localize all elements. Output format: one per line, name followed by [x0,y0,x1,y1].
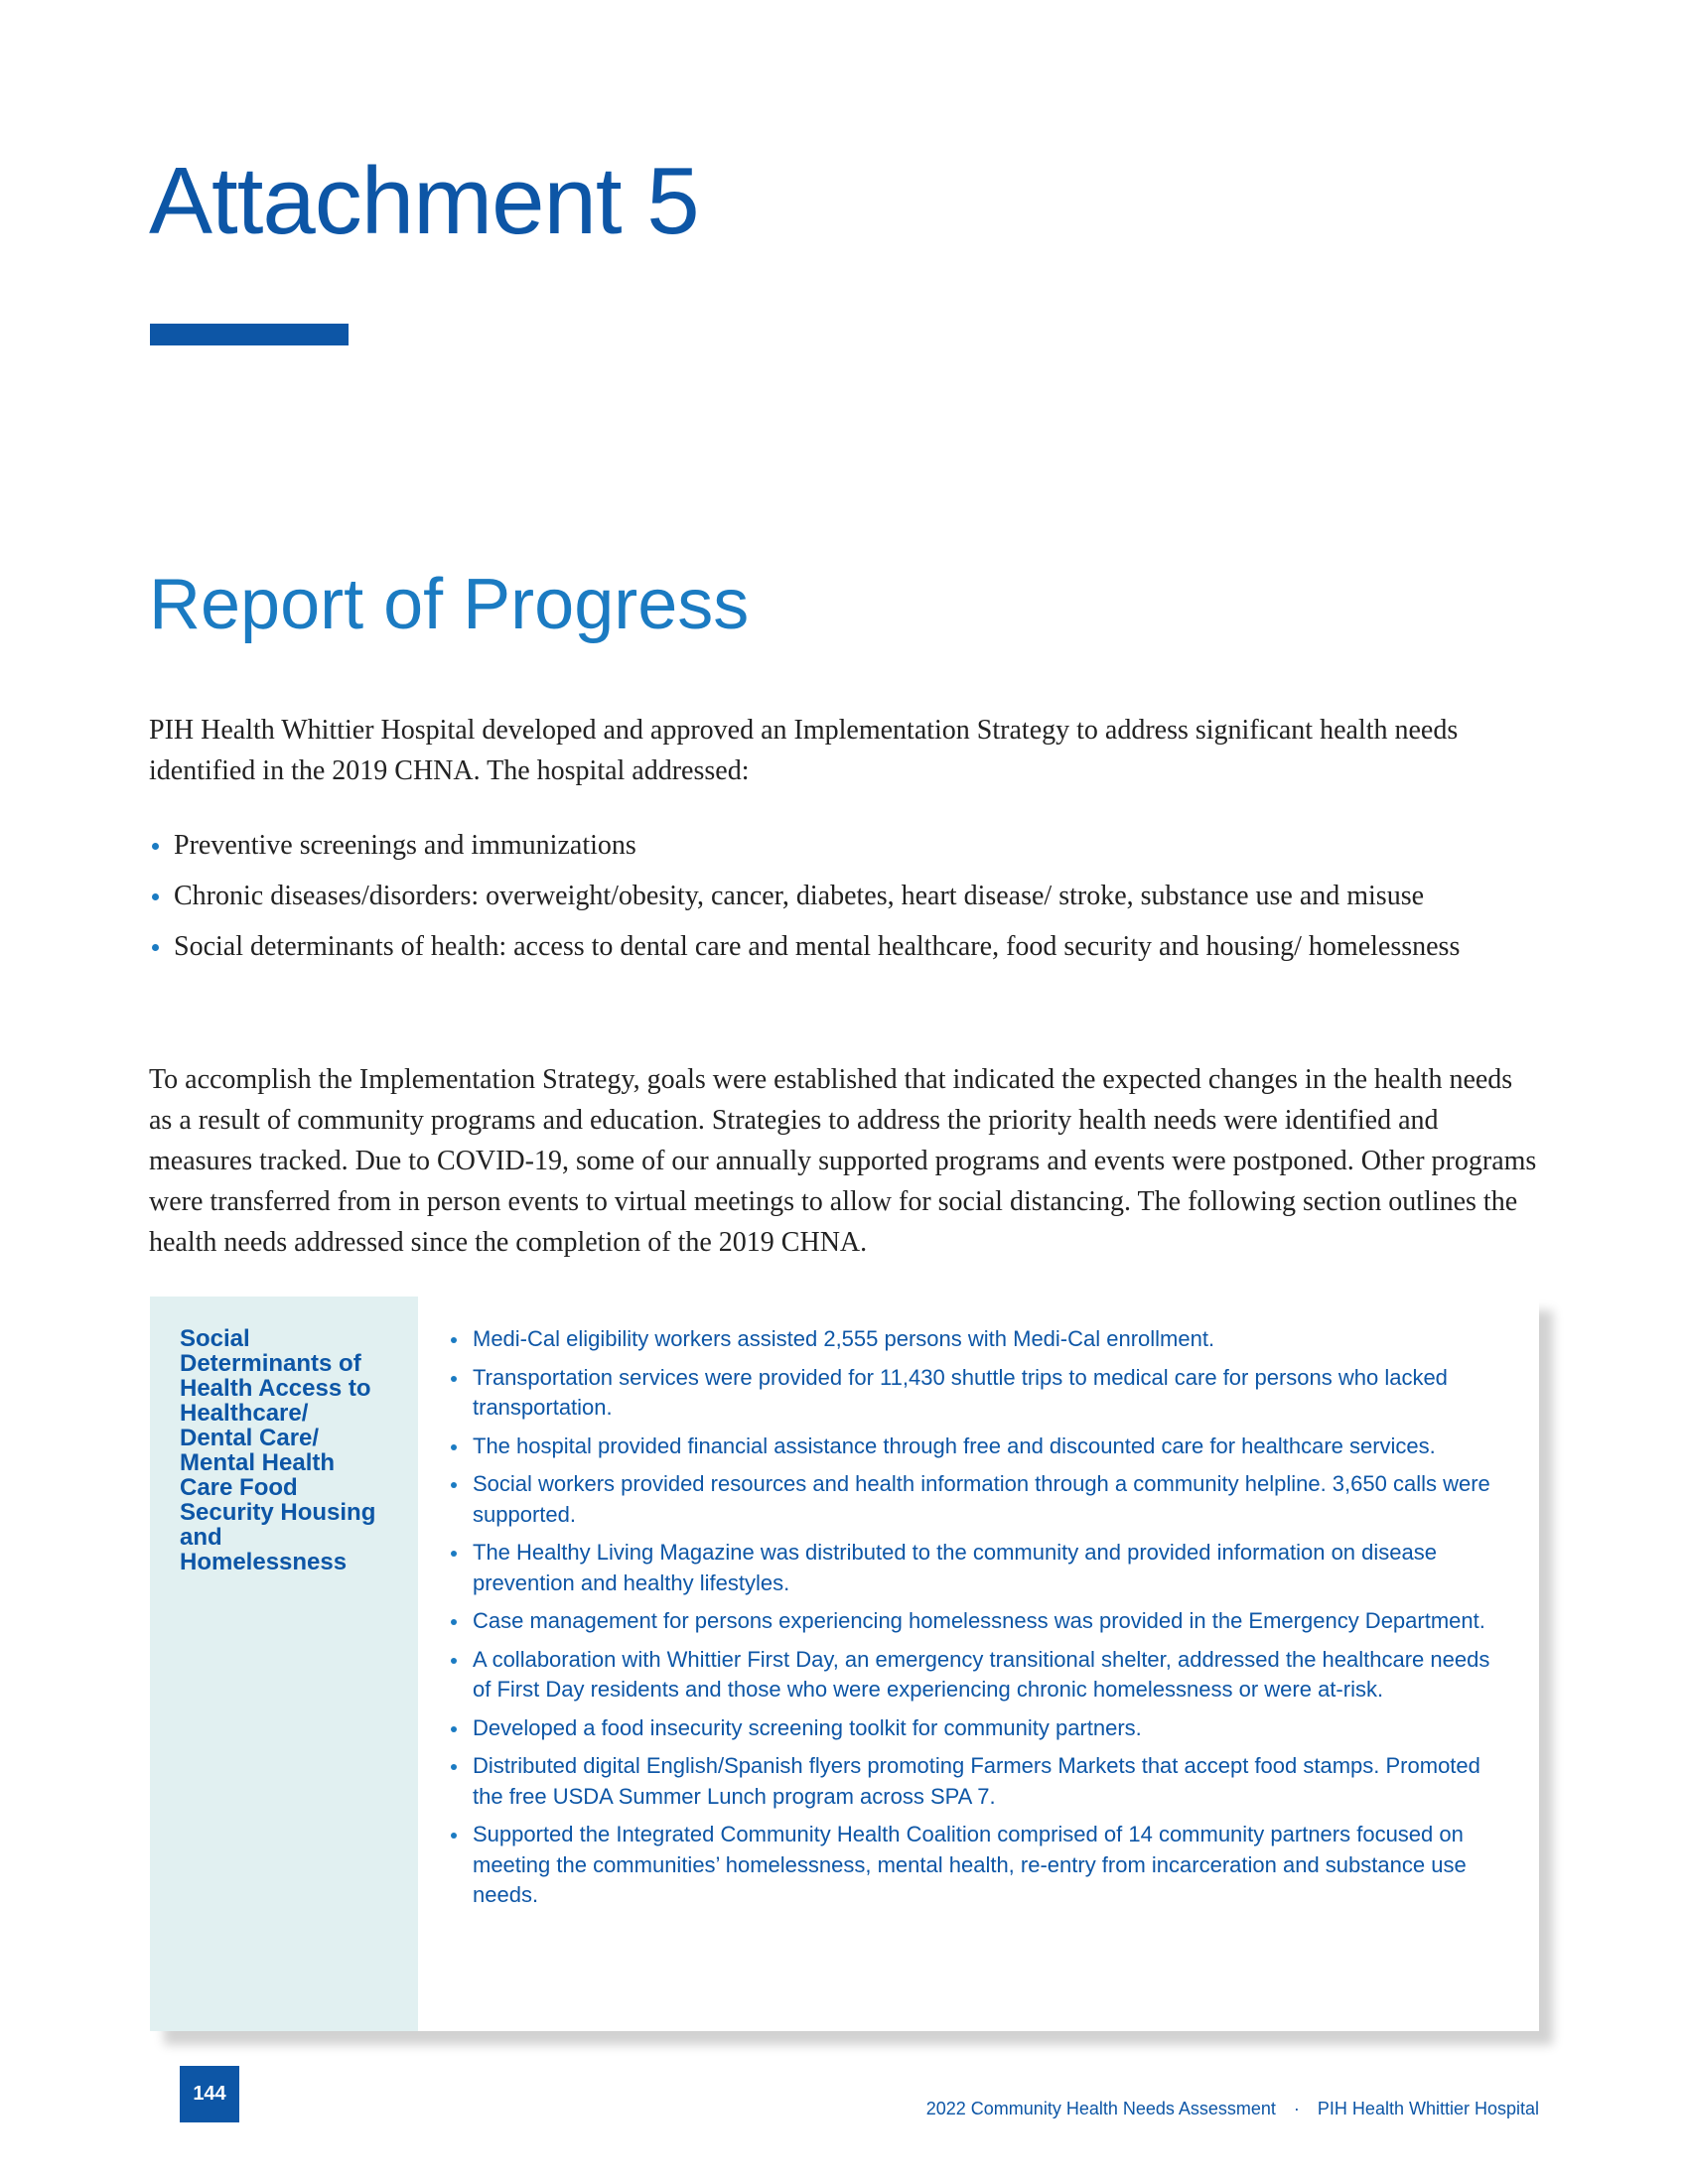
intro-paragraph: PIH Health Whittier Hospital developed and approved an Implementation Strategy to address significant health needs identified in the 2019 CHNA. The hospital addressed: [149,715,1459,786]
list-item: Distributed digital English/Spanish flyers promoting Farmers Markets that accept food stamps. Promoted the free USDA Summer Lunch program across SPA 7. [448,1751,1505,1812]
list-item: A collaboration with Whittier First Day, an emergency transitional shelter, addressed the healthcare needs of First Day residents and those who were experiencing chronic homelessness or were at-risk. [448,1645,1505,1706]
list-item: Case management for persons experiencing homelessness was provided in the Emergency Department. [448,1606,1505,1637]
page-footer [926,2099,1539,2119]
title-rule [150,324,349,345]
progress-panel [150,1297,1539,2031]
list-item: Social workers provided resources and health information through a community helpline. 3,650 calls were supported. [448,1469,1505,1530]
list-item: The hospital provided financial assistance through free and discounted care for healthcare services. [448,1432,1505,1462]
closing-paragraph: To accomplish the Implementation Strategy, goals were established that indicated the expected changes in the health needs as a result of community programs and education. Strategies to address the priority health needs were identified and measures tracked. Due to COVID-19, some of our annually supported programs and events were postponed. Other programs were transferred from in person events to virtual meetings to allow for social distancing. The following section outlines the health needs addressed since the completion of the 2019 CHNA. [149,1064,1537,1258]
panel-category-label: Social Determinants of Health Access to Healthcare/ Dental Care/ Mental Health Care Food Security Housing and Homelessness [180,1325,376,1575]
footer-separator: · [1293,2099,1300,2118]
attachment-title: Attachment 5 [149,148,699,254]
page-number: 144 [180,2066,239,2122]
list-item: Social determinants of health: access to dental care and mental healthcare, food security and housing/ homelessness [149,927,1539,966]
progress-items-list [448,1324,1505,1919]
footer-report-title: 2022 Community Health Needs Assessment [925,2099,1276,2118]
list-item: The Healthy Living Magazine was distributed to the community and provided information on disease prevention and healthy lifestyles. [448,1538,1505,1598]
health-needs-list [149,826,1539,978]
footer-hospital-name: PIH Health Whittier Hospital [1317,2099,1539,2118]
list-item: Developed a food insecurity screening toolkit for community partners. [448,1713,1505,1744]
panel-sidebar [150,1297,418,2031]
section-heading: Report of Progress [149,565,750,644]
list-item: Preventive screenings and immunizations [149,826,1539,865]
list-item: Medi-Cal eligibility workers assisted 2,555 persons with Medi-Cal enrollment. [448,1324,1505,1355]
list-item: Supported the Integrated Community Health Coalition comprised of 14 community partners focused on meeting the communities’ homelessness, mental health, re-entry from incarceration and substance use needs. [448,1820,1505,1911]
list-item: Transportation services were provided for 11,430 shuttle trips to medical care for persons who lacked transportation. [448,1363,1505,1424]
list-item: Chronic diseases/disorders: overweight/obesity, cancer, diabetes, heart disease/ stroke, substance use and misuse [149,877,1539,915]
